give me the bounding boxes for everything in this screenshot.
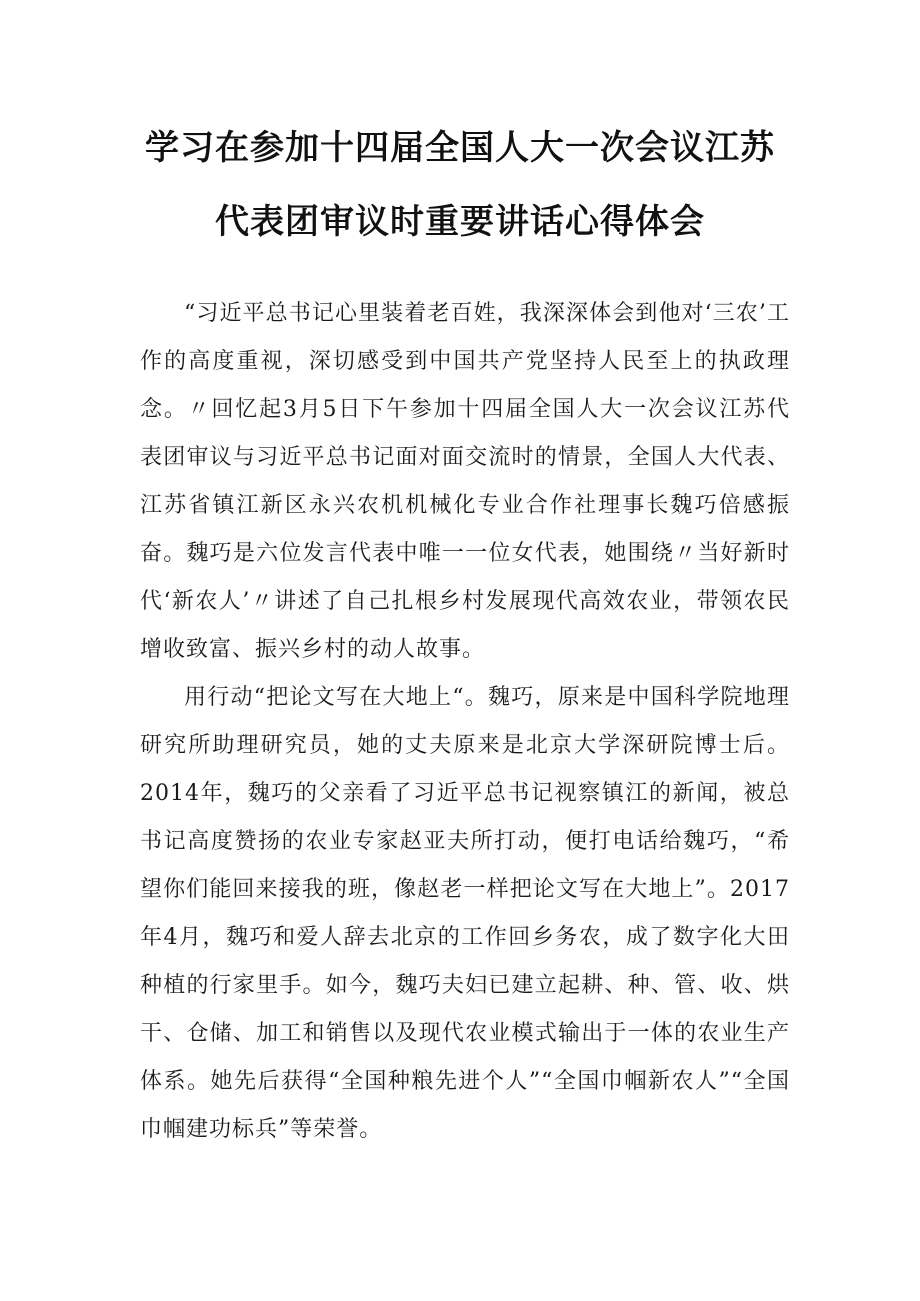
- paragraph-2: 用行动“把论文写在大地上“。魏巧，原来是中国科学院地理研究所助理研究员，她的丈夫原来是北京大学深研院博士后。2014年，魏巧的父亲看了习近平总书记视察镇江的新闻，被总书记高度赞扬的农业专家赵亚夫所打动，便打电话给魏巧，“希望你们能回来接我的班，像赵老一样把论文写在大地上”。2017年4月，魏巧和爱人辞去北京的工作回乡务农，成了数字化大田种植的行家里手。如今，魏巧夫妇已建立起耕、种、管、收、烘干、仓储、加工和销售以及现代农业模式输出于一体的农业生产体系。她先后获得“全国种粮先进个人”“全国巾帼新农人”“全国巾帼建功标兵”等荣誉。: [140, 685, 790, 1142]
- title-line-1: 学习在参加十四届全国人大一次会议江苏: [145, 128, 775, 168]
- paragraph-1: “习近平总书记心里装着老百姓，我深深体会到他对‘三农’工作的高度重视，深切感受到中国共产党坚持人民至上的执政理念。〃回忆起3月5日下午参加十四届全国人大一次会议江苏代表团审议与习近平总书记面对面交流时的情景，全国人大代表、江苏省镇江新区永兴农机机械化专业合作社理事长魏巧倍感振奋。魏巧是六位发言代表中唯一一位女代表，她围绕〃当好新时代‘新农人’〃讲述了自己扎根乡村发展现代高效农业，带领农民增收致富、振兴乡村的动人故事。: [140, 301, 790, 662]
- document-title: [0, 128, 920, 242]
- document-body: [140, 290, 790, 1154]
- title-line-2: 代表团审议时重要讲话心得体会: [215, 202, 705, 242]
